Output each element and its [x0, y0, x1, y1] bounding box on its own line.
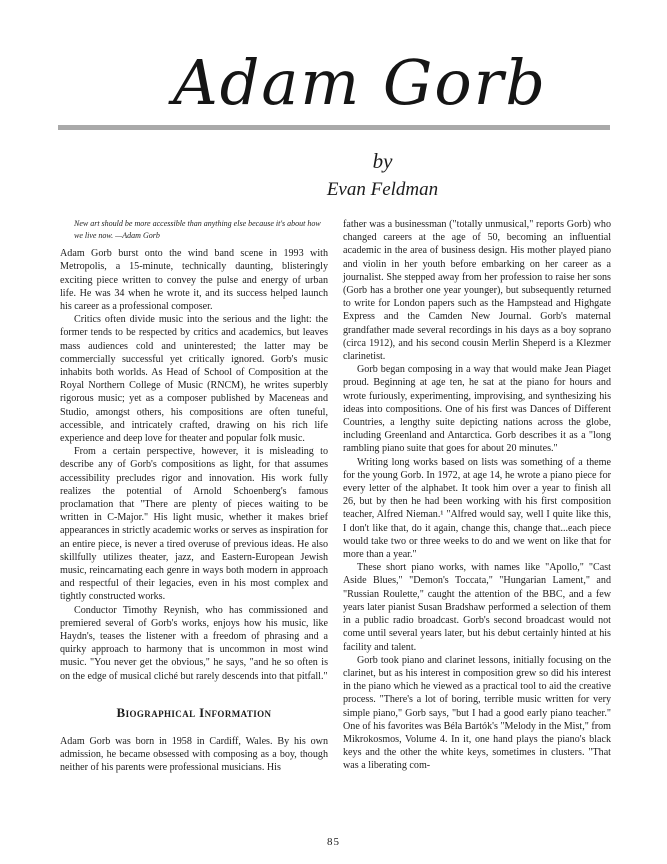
body-paragraph: Critics often divide music into the serious and the light: the former tends to be respected by critics and academics, but leaves mass audiences cold and uninterested; the latter may be commercially successful yet critically ignored. Gorb's music inhabits both worlds. As Head of School of Composition at the Royal Northern College of Music (RNCM), he writes superbly rigorous music; yet as a composer published by Maceneas and Studio, amongst others, his compositions are often tuneful, accessible, and intricately crafted, drawing on his rich life experience and deep love for theater and popular folk music. — [60, 314, 328, 445]
body-paragraph: father was a businessman ("totally unmusical," reports Gorb) who changed careers at the age of 50, becoming an influential academic in the area of business design. His mother played piano and violin in her youth before embarking on her career as a journalist. She stepped away from her profession to raise her sons (Gorb has a brother one year younger), but subsequently returned to write for London papers such as the Hampstead and Highgate Express and the Camden New Journal. Gorb's maternal grandfather made several recordings in his days as a boy soprano (circa 1912), and his second cousin Merlin Sheperd is a Klezmer clarinetist. — [343, 219, 611, 363]
page-number: 85 — [327, 836, 340, 848]
body-paragraph: Writing long works based on lists was something of a theme for the young Gorb. In 1972, at age 14, he wrote a piano piece for every letter of the alphabet. It took him over a year to finish all 26, but by then he had been working with his first composition teacher, Alfred Nieman.¹ "Alfred would say, well I quite like this, I don't like that, do it again, change this, change that...each piece would take two or three weeks to do and we went on like that for more than a year." — [343, 456, 611, 561]
body-paragraph: Conductor Timothy Reynish, who has commissioned and premiered several of Gorb's works, enjoys how his music, like Haydn's, teases the listener with a freedom of phrasing and a quirky approach to harmony that is uncommon in most wind music. "You never get the obvious," he says, "and he so often is on the edge of musical cliché but rarely descends into that pitfall." — [60, 604, 328, 682]
body-paragraph: These short piano works, with names like "Apollo," "Cast Aside Blues," "Demon's Toccata," "Hungarian Lament," and "Russian Roulette," caught the attention of the BBC, and a few years later pianist Susan Bradshaw performed a selection of them in a public radio broadcast. Gorb's second broadcast would not come until several years later, but his debut certainly hinted at his facility and talent. — [343, 562, 611, 653]
section-heading: Biographical Information — [116, 704, 272, 720]
body-paragraph: Gorb took piano and clarinet lessons, initially focusing on the clarinet, but as his interest in composition grew so did his interest in the piano which he viewed as a practical tool to aid the creative process. "There's a lot of boring, terrible music written for very simple piano," Gorb says, "but I had a good early piano teacher." One of his favorites was Béla Bartók's "Melody in the Mist," from Mikrokosmos, Volume 4. In it, one hand plays the piano's black keys and the other the white keys, sometimes in clusters. "That was a liberating com- — [343, 654, 611, 772]
body-paragraph: Adam Gorb was born in 1958 in Cardiff, Wales. By his own admission, he became obsessed with composing as a boy, though neither of his parents were professional musicians. His — [60, 735, 328, 774]
author-name: Evan Feldman — [326, 179, 439, 200]
article-title: Adam Gorb — [172, 46, 548, 119]
title-rule — [58, 125, 610, 130]
body-paragraph: Adam Gorb burst onto the wind band scene in 1993 with Metropolis, a 15-minute, technically daunting, blisteringly exciting piece written to convey the pulse and energy of urban life. He was 34 when he wrote it, and its success helped launch his career as a professional composer. — [60, 248, 328, 312]
epigraph: New art should be more accessible than anything else because it's about how we live now. —Adam Gorb — [74, 219, 321, 240]
body-paragraph: Gorb began composing in a way that would make Jean Piaget proud. Beginning at age ten, he sat at the piano for hours and wrote furiously, experimenting, improvising, and synthesizing his ideas into compositions. One of his first was Dances of Different Countries, a lengthy suite depicting nations across the globe, including Greenland and Antarctica. Gorb describes it as a "long rambling piano suite that goes for about 20 minutes." — [343, 364, 611, 455]
right-column — [343, 218, 611, 773]
byline-by: by — [372, 149, 393, 173]
body-paragraph: From a certain perspective, however, it is misleading to describe any of Gorb's compositions as light, for that assumes accessibility precludes rigor and innovation. His work fully realizes the potential of Arnold Schoenberg's famous proclamation that "There are plenty of pieces waiting to be written in C-Major." His light music, whether it makes brief appearances in strictly academic works or serves as inspiration for an entire piece, is never a tired overuse of previous ideas. He also skillfully utilizes theater, jazz, and Eastern-European Jewish music, reincarnating each genre in ways both modern in approach and respectful of their legacies, even in his most complex and tightly constructed works. — [60, 446, 328, 603]
left-column — [60, 218, 328, 775]
